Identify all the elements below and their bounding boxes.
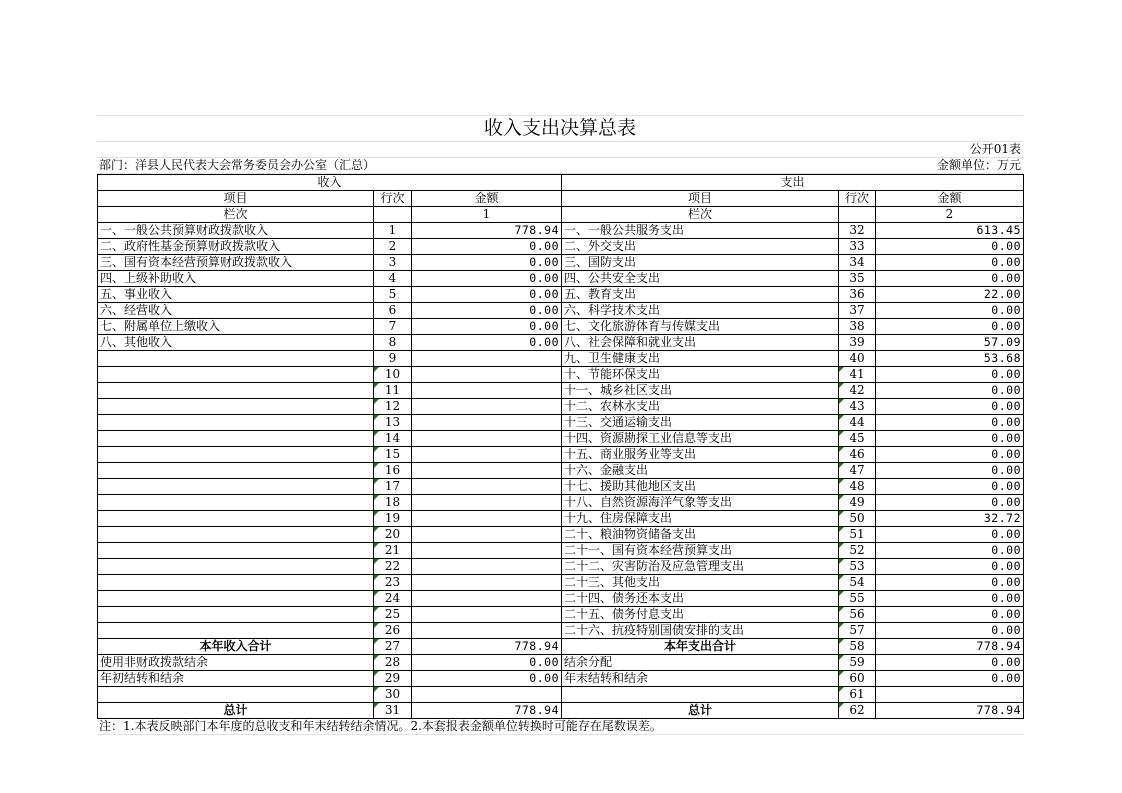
income-line-cell: 6 — [374, 303, 412, 319]
table-row — [98, 671, 1024, 687]
income-line-cell: 20 — [374, 527, 412, 543]
income-amount-cell — [412, 415, 562, 431]
income-item-cell: 三、国有资本经营预算财政拨款收入 — [98, 255, 374, 271]
income-amount-cell: 0.00 — [412, 287, 562, 303]
report-sheet — [97, 115, 1023, 735]
income-line-cell: 24 — [374, 591, 412, 607]
table-row — [98, 351, 1024, 367]
expense-item-cell: 二十二、灾害防治及应急管理支出 — [562, 559, 839, 575]
expense-item-cell: 总计 — [562, 703, 839, 719]
expense-item-cell: 二十、粮油物资储备支出 — [562, 527, 839, 543]
income-line-cell: 7 — [374, 319, 412, 335]
expense-column-number: 2 — [876, 207, 1024, 223]
income-line-cell: 12 — [374, 399, 412, 415]
income-item-cell — [98, 575, 374, 591]
income-item-cell: 本年收入合计 — [98, 639, 374, 655]
income-item-cell — [98, 511, 374, 527]
expense-amount-cell: 613.45 — [876, 223, 1024, 239]
expense-item-cell: 二、外交支出 — [562, 239, 839, 255]
expense-item-cell: 十一、城乡社区支出 — [562, 383, 839, 399]
amount-unit-label: 金额单位：万元 — [936, 158, 1021, 172]
expense-section-header: 支出 — [562, 175, 1024, 191]
expense-amount-cell: 0.00 — [876, 239, 1024, 255]
income-amount-cell — [412, 687, 562, 703]
expense-line-cell: 34 — [839, 255, 876, 271]
income-item-cell — [98, 559, 374, 575]
expense-amount-cell: 0.00 — [876, 495, 1024, 511]
expense-item-cell: 十二、农林水支出 — [562, 399, 839, 415]
income-line-cell: 2 — [374, 239, 412, 255]
expense-amount-cell: 0.00 — [876, 447, 1024, 463]
income-item-cell: 使用非财政拨款结余 — [98, 655, 374, 671]
expense-item-cell — [562, 687, 839, 703]
income-line-cell: 23 — [374, 575, 412, 591]
expense-item-cell: 四、公共安全支出 — [562, 271, 839, 287]
income-item-header: 项目 — [98, 191, 374, 207]
expense-item-cell: 六、科学技术支出 — [562, 303, 839, 319]
income-line-cell: 8 — [374, 335, 412, 351]
expense-item-cell: 年末结转和结余 — [562, 671, 839, 687]
expense-item-cell: 三、国防支出 — [562, 255, 839, 271]
expense-amount-cell: 0.00 — [876, 591, 1024, 607]
expense-amount-cell: 0.00 — [876, 623, 1024, 639]
expense-amount-cell: 0.00 — [876, 255, 1024, 271]
income-item-cell: 六、经营收入 — [98, 303, 374, 319]
income-amount-cell — [412, 447, 562, 463]
footnote: 注：1.本表反映部门本年度的总收支和年末结转结余情况。2.本套报表金额单位转换时可能存在尾数误差。 — [97, 719, 1023, 735]
table-row — [98, 687, 1024, 703]
expense-amount-cell: 0.00 — [876, 415, 1024, 431]
table-row — [98, 639, 1024, 655]
expense-line-cell: 45 — [839, 431, 876, 447]
expense-line-cell: 55 — [839, 591, 876, 607]
expense-line-cell: 43 — [839, 399, 876, 415]
table-row — [98, 335, 1024, 351]
expense-line-cell: 61 — [839, 687, 876, 703]
income-item-cell — [98, 447, 374, 463]
expense-amount-cell: 778.94 — [876, 703, 1024, 719]
expense-amount-cell: 0.00 — [876, 463, 1024, 479]
income-amount-cell — [412, 463, 562, 479]
expense-amount-cell: 778.94 — [876, 639, 1024, 655]
expense-line-cell: 58 — [839, 639, 876, 655]
expense-item-cell: 二十五、债务付息支出 — [562, 607, 839, 623]
expense-line-cell: 59 — [839, 655, 876, 671]
income-line-cell: 21 — [374, 543, 412, 559]
income-line-cell: 17 — [374, 479, 412, 495]
table-row — [98, 623, 1024, 639]
income-item-cell: 总计 — [98, 703, 374, 719]
income-item-cell: 四、上级补助收入 — [98, 271, 374, 287]
income-line-cell: 9 — [374, 351, 412, 367]
expense-item-cell: 十六、金融支出 — [562, 463, 839, 479]
expense-amount-cell: 0.00 — [876, 367, 1024, 383]
expense-line-cell: 35 — [839, 271, 876, 287]
income-amount-cell — [412, 495, 562, 511]
income-item-cell — [98, 623, 374, 639]
expense-line-header: 行次 — [839, 191, 876, 207]
income-lanci-label: 栏次 — [98, 207, 374, 223]
income-item-cell — [98, 367, 374, 383]
expense-amount-cell: 0.00 — [876, 399, 1024, 415]
table-row — [98, 367, 1024, 383]
expense-line-cell: 50 — [839, 511, 876, 527]
expense-item-cell: 一、一般公共服务支出 — [562, 223, 839, 239]
expense-amount-cell: 0.00 — [876, 383, 1024, 399]
expense-item-cell: 十九、住房保障支出 — [562, 511, 839, 527]
expense-line-cell: 49 — [839, 495, 876, 511]
expense-line-cell: 42 — [839, 383, 876, 399]
table-row — [98, 239, 1024, 255]
expense-item-cell: 五、教育支出 — [562, 287, 839, 303]
table-row — [98, 319, 1024, 335]
income-amount-cell: 0.00 — [412, 319, 562, 335]
table-row — [98, 655, 1024, 671]
department-row — [97, 158, 1023, 174]
income-item-cell — [98, 351, 374, 367]
expense-line-cell: 54 — [839, 575, 876, 591]
expense-line-cell: 46 — [839, 447, 876, 463]
income-amount-cell — [412, 543, 562, 559]
income-item-cell — [98, 431, 374, 447]
table-row — [98, 495, 1024, 511]
income-line-cell: 30 — [374, 687, 412, 703]
table-row — [98, 575, 1024, 591]
expense-item-cell: 七、文化旅游体育与传媒支出 — [562, 319, 839, 335]
income-item-cell — [98, 543, 374, 559]
expense-item-cell: 十四、资源勘探工业信息等支出 — [562, 431, 839, 447]
expense-amount-cell: 0.00 — [876, 431, 1024, 447]
expense-amount-header: 金额 — [876, 191, 1024, 207]
income-line-cell: 1 — [374, 223, 412, 239]
table-row — [98, 703, 1024, 719]
income-amount-cell — [412, 623, 562, 639]
expense-line-cell: 38 — [839, 319, 876, 335]
expense-line-cell: 51 — [839, 527, 876, 543]
expense-line-cell: 62 — [839, 703, 876, 719]
income-amount-cell: 0.00 — [412, 671, 562, 687]
report-title: 收入支出决算总表 — [97, 115, 1023, 142]
expense-item-header: 项目 — [562, 191, 839, 207]
table-row — [98, 447, 1024, 463]
income-amount-cell — [412, 351, 562, 367]
table-row — [98, 303, 1024, 319]
expense-item-cell: 本年支出合计 — [562, 639, 839, 655]
income-amount-cell — [412, 399, 562, 415]
expense-line-cell: 44 — [839, 415, 876, 431]
income-line-cell: 26 — [374, 623, 412, 639]
income-item-cell — [98, 527, 374, 543]
income-item-cell — [98, 415, 374, 431]
income-line-cell: 19 — [374, 511, 412, 527]
expense-item-cell: 二十四、债务还本支出 — [562, 591, 839, 607]
income-line-cell: 25 — [374, 607, 412, 623]
expense-item-cell: 结余分配 — [562, 655, 839, 671]
expense-line-cell: 36 — [839, 287, 876, 303]
expense-item-cell: 二十一、国有资本经营预算支出 — [562, 543, 839, 559]
income-amount-cell: 778.94 — [412, 223, 562, 239]
expense-line-cell: 37 — [839, 303, 876, 319]
income-amount-cell — [412, 607, 562, 623]
expense-line-cell: 39 — [839, 335, 876, 351]
expense-amount-cell: 0.00 — [876, 607, 1024, 623]
expense-amount-cell: 0.00 — [876, 543, 1024, 559]
income-line-cell: 4 — [374, 271, 412, 287]
income-item-cell — [98, 383, 374, 399]
income-line-cell: 22 — [374, 559, 412, 575]
expense-amount-cell: 0.00 — [876, 575, 1024, 591]
department-label: 部门：洋县人民代表大会常务委员会办公室（汇总） — [99, 158, 376, 172]
income-line-cell: 16 — [374, 463, 412, 479]
expense-item-cell: 十三、交通运输支出 — [562, 415, 839, 431]
expense-item-cell: 八、社会保障和就业支出 — [562, 335, 839, 351]
expense-line-cell: 56 — [839, 607, 876, 623]
income-amount-cell: 0.00 — [412, 303, 562, 319]
table-row — [98, 543, 1024, 559]
income-item-cell — [98, 591, 374, 607]
income-item-cell — [98, 495, 374, 511]
table-row — [98, 255, 1024, 271]
income-item-cell: 一、一般公共预算财政拨款收入 — [98, 223, 374, 239]
expense-line-cell: 41 — [839, 367, 876, 383]
expense-amount-cell: 0.00 — [876, 559, 1024, 575]
income-amount-cell: 0.00 — [412, 255, 562, 271]
expense-amount-cell: 0.00 — [876, 527, 1024, 543]
column-header-row — [98, 191, 1024, 207]
table-row — [98, 559, 1024, 575]
income-line-cell: 29 — [374, 671, 412, 687]
income-item-cell: 七、附属单位上缴收入 — [98, 319, 374, 335]
income-line-cell: 28 — [374, 655, 412, 671]
table-row — [98, 527, 1024, 543]
expense-line-cell: 33 — [839, 239, 876, 255]
expense-line-cell: 47 — [839, 463, 876, 479]
table-row — [98, 607, 1024, 623]
income-column-number: 1 — [412, 207, 562, 223]
income-line-cell: 13 — [374, 415, 412, 431]
income-amount-cell — [412, 383, 562, 399]
table-row — [98, 431, 1024, 447]
expense-amount-cell: 22.00 — [876, 287, 1024, 303]
income-amount-cell: 0.00 — [412, 335, 562, 351]
income-expense-table — [97, 174, 1024, 719]
expense-item-cell: 十、节能环保支出 — [562, 367, 839, 383]
expense-amount-cell: 0.00 — [876, 655, 1024, 671]
income-amount-cell: 778.94 — [412, 703, 562, 719]
table-row — [98, 399, 1024, 415]
income-amount-cell — [412, 511, 562, 527]
table-row — [98, 479, 1024, 495]
income-amount-cell — [412, 527, 562, 543]
income-line-cell: 27 — [374, 639, 412, 655]
income-amount-cell — [412, 479, 562, 495]
income-item-cell: 二、政府性基金预算财政拨款收入 — [98, 239, 374, 255]
income-amount-cell — [412, 575, 562, 591]
expense-item-cell: 十五、商业服务业等支出 — [562, 447, 839, 463]
income-lanci-blank — [374, 207, 412, 223]
table-row — [98, 415, 1024, 431]
expense-line-cell: 40 — [839, 351, 876, 367]
expense-item-cell: 二十三、其他支出 — [562, 575, 839, 591]
income-amount-cell — [412, 559, 562, 575]
income-item-cell: 年初结转和结余 — [98, 671, 374, 687]
income-item-cell — [98, 463, 374, 479]
income-line-cell: 15 — [374, 447, 412, 463]
income-amount-cell: 0.00 — [412, 239, 562, 255]
expense-line-cell: 57 — [839, 623, 876, 639]
income-amount-cell — [412, 591, 562, 607]
expense-item-cell: 十八、自然资源海洋气象等支出 — [562, 495, 839, 511]
income-amount-cell — [412, 431, 562, 447]
income-item-cell — [98, 399, 374, 415]
expense-line-cell: 48 — [839, 479, 876, 495]
income-amount-cell: 0.00 — [412, 655, 562, 671]
table-row — [98, 591, 1024, 607]
table-row — [98, 511, 1024, 527]
form-number-row — [97, 142, 1023, 158]
expense-amount-cell: 0.00 — [876, 319, 1024, 335]
income-amount-cell: 0.00 — [412, 271, 562, 287]
income-amount-cell: 778.94 — [412, 639, 562, 655]
income-line-cell: 3 — [374, 255, 412, 271]
income-section-header: 收入 — [98, 175, 562, 191]
table-row — [98, 383, 1024, 399]
income-line-cell: 5 — [374, 287, 412, 303]
income-item-cell — [98, 479, 374, 495]
table-row — [98, 463, 1024, 479]
column-number-row — [98, 207, 1024, 223]
expense-amount-cell: 0.00 — [876, 671, 1024, 687]
expense-amount-cell: 53.68 — [876, 351, 1024, 367]
income-line-cell: 31 — [374, 703, 412, 719]
expense-line-cell: 32 — [839, 223, 876, 239]
expense-line-cell: 60 — [839, 671, 876, 687]
income-item-cell — [98, 687, 374, 703]
section-header-row — [98, 175, 1024, 191]
expense-lanci-blank — [839, 207, 876, 223]
expense-amount-cell: 0.00 — [876, 271, 1024, 287]
table-body — [98, 223, 1024, 719]
expense-line-cell: 52 — [839, 543, 876, 559]
income-amount-cell — [412, 367, 562, 383]
expense-lanci-label: 栏次 — [562, 207, 839, 223]
expense-line-cell: 53 — [839, 559, 876, 575]
income-amount-header: 金额 — [412, 191, 562, 207]
income-item-cell — [98, 607, 374, 623]
expense-item-cell: 九、卫生健康支出 — [562, 351, 839, 367]
expense-amount-cell: 0.00 — [876, 303, 1024, 319]
income-line-cell: 11 — [374, 383, 412, 399]
expense-amount-cell: 57.09 — [876, 335, 1024, 351]
income-line-cell: 10 — [374, 367, 412, 383]
expense-amount-cell: 32.72 — [876, 511, 1024, 527]
income-item-cell: 五、事业收入 — [98, 287, 374, 303]
expense-amount-cell — [876, 687, 1024, 703]
income-item-cell: 八、其他收入 — [98, 335, 374, 351]
table-row — [98, 223, 1024, 239]
expense-item-cell: 二十六、抗疫特别国债安排的支出 — [562, 623, 839, 639]
expense-item-cell: 十七、援助其他地区支出 — [562, 479, 839, 495]
income-line-header: 行次 — [374, 191, 412, 207]
income-line-cell: 14 — [374, 431, 412, 447]
expense-amount-cell: 0.00 — [876, 479, 1024, 495]
table-row — [98, 271, 1024, 287]
income-line-cell: 18 — [374, 495, 412, 511]
form-number: 公开01表 — [969, 142, 1021, 156]
table-row — [98, 287, 1024, 303]
